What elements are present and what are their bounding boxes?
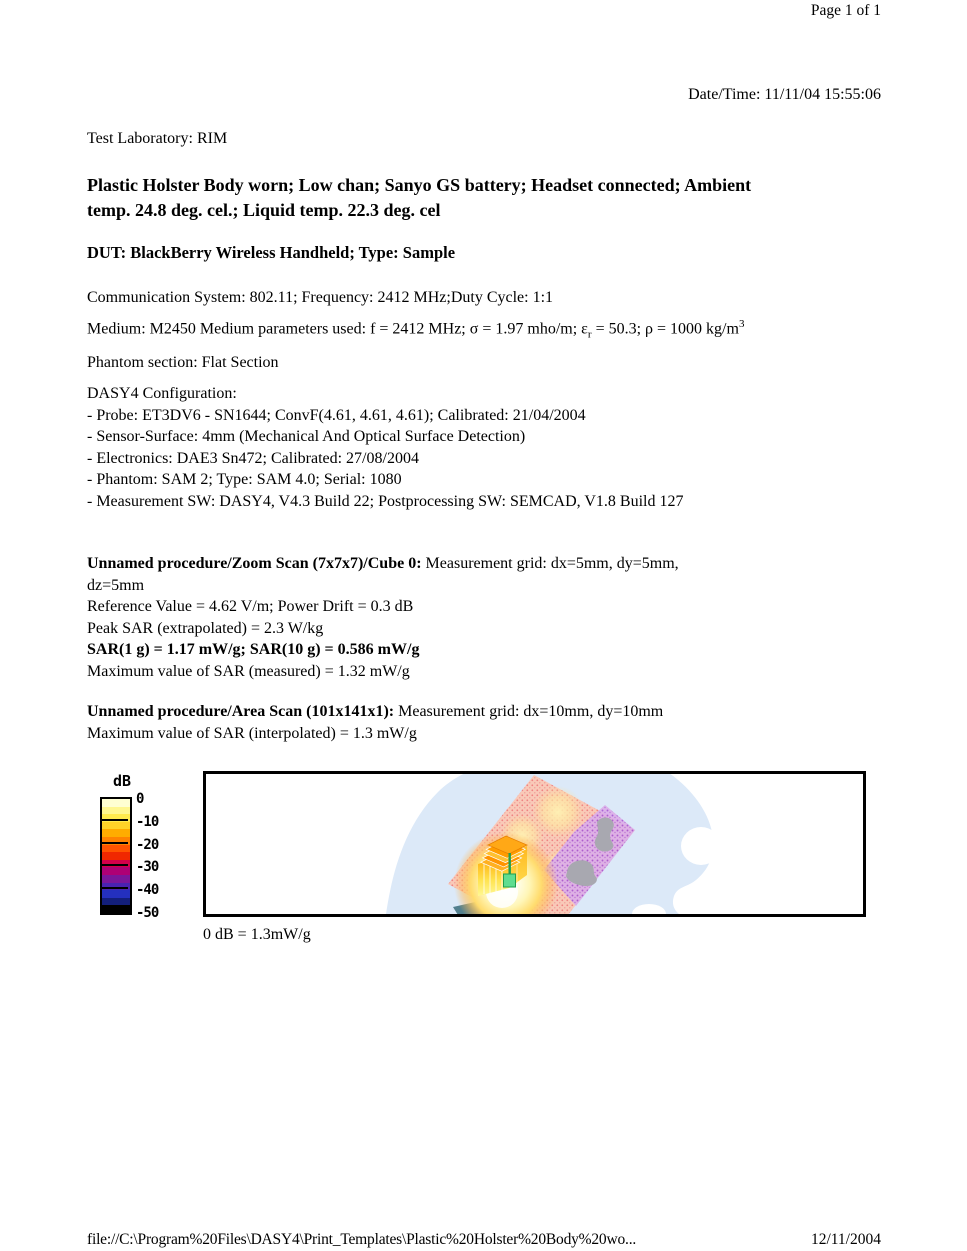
medium-superscript: 3 xyxy=(738,318,745,330)
zoom-scan-sar-values: SAR(1 g) = 1.17 mW/g; SAR(10 g) = 0.586 mW/g xyxy=(87,641,420,658)
footer-date: 12/11/2004 xyxy=(810,1231,881,1248)
legend-color-band xyxy=(102,890,130,898)
legend-separator xyxy=(100,819,128,821)
legend-separator xyxy=(100,864,128,866)
datetime-label: Date/Time: 11/11/04 15:55:06 xyxy=(688,86,881,103)
legend-separator xyxy=(100,887,128,889)
legend-color-band xyxy=(102,898,130,906)
legend-color-band xyxy=(102,829,130,837)
report-title-line1: Plastic Holster Body worn; Low chan; Sanyo GS battery; Headset connected; Ambient xyxy=(87,175,752,195)
medium-prefix: Medium: M2450 Medium parameters used: f = 2412 MHz; σ = 1.97 mho/m; ε xyxy=(87,320,588,338)
medium-subscript: r xyxy=(587,328,592,341)
legend-tick-label: -20 xyxy=(136,836,159,853)
legend-tick-label: 0 xyxy=(136,791,144,807)
legend-title: dB xyxy=(113,772,132,790)
test-laboratory: Test Laboratory: RIM xyxy=(87,130,228,147)
area-scan-max: Maximum value of SAR (interpolated) = 1.3 mW/g xyxy=(87,724,417,742)
legend-color-band xyxy=(102,822,130,830)
footer-file-path: file://C:\Program%20Files\DASY4\Print_Templates\Plastic%20Holster%20Body%20wo... xyxy=(87,1231,637,1248)
legend-color-band xyxy=(102,905,130,913)
phantom-section-line: Phantom section: Flat Section xyxy=(87,353,279,371)
legend-bar xyxy=(100,797,132,915)
report-title-line2: temp. 24.8 deg. cel.; Liquid temp. 22.3 deg. cel xyxy=(87,200,441,220)
communication-system-line: Communication System: 802.11; Frequency: 2412 MHz;Duty Cycle: 1:1 xyxy=(87,289,554,306)
legend-tick-label: -10 xyxy=(136,813,159,830)
area-scan-heading-rest: Measurement grid: dx=10mm, dy=10mm xyxy=(394,703,664,720)
communication-block xyxy=(87,284,897,376)
legend-tick-label: -50 xyxy=(136,905,159,921)
legend-color-band xyxy=(102,867,130,875)
zoom-scan-peak: Peak SAR (extrapolated) = 2.3 W/kg xyxy=(87,619,324,637)
legend-color-band xyxy=(102,875,130,883)
zoom-scan-max: Maximum value of SAR (measured) = 1.32 mW/g xyxy=(87,662,410,680)
medium-line xyxy=(87,311,897,349)
area-scan-section xyxy=(87,701,897,744)
area-scan-heading-bold: Unnamed procedure/Area Scan (101x141x1): xyxy=(87,703,395,720)
zoom-scan-heading-rest: Measurement grid: dx=5mm, dy=5mm, xyxy=(421,555,679,572)
zoom-scan-section xyxy=(87,553,897,682)
legend-separator xyxy=(100,842,128,844)
sar-scan-svg xyxy=(206,774,863,914)
color-scale-legend xyxy=(100,772,190,922)
zoom-scan-grid-wrap: dz=5mm xyxy=(87,576,145,594)
legend-color-band xyxy=(102,845,130,853)
medium-mid: = 50.3; ρ = 1000 kg/m xyxy=(591,320,739,338)
dasy4-heading: DASY4 Configuration: xyxy=(87,385,237,402)
figure-caption: 0 dB = 1.3mW/g xyxy=(203,926,311,943)
area-scan-heading xyxy=(87,701,897,723)
phantom-notch xyxy=(681,827,721,865)
dasy4-configuration xyxy=(87,383,897,512)
legend-color-band xyxy=(102,852,130,860)
dasy4-item: - Electronics: DAE3 Sn472; Calibrated: 27/08/2004 xyxy=(87,449,419,467)
sar-scan-image xyxy=(203,771,866,917)
dasy4-item: - Measurement SW: DASY4, V4.3 Build 22; Postprocessing SW: SEMCAD, V1.8 Build 127 xyxy=(87,492,684,510)
page-indicator: Page 1 of 1 xyxy=(810,2,881,19)
legend-color-band xyxy=(102,799,130,807)
dasy4-item: - Phantom: SAM 2; Type: SAM 4.0; Serial: 1080 xyxy=(87,471,402,488)
zoom-scan-reference: Reference Value = 4.62 V/m; Power Drift = 0.3 dB xyxy=(87,598,414,615)
legend-tick-label: -40 xyxy=(136,882,159,899)
dasy4-item: - Probe: ET3DV6 - SN1644; ConvF(4.61, 4.61, 4.61); Calibrated: 21/04/2004 xyxy=(87,406,586,424)
legend-color-band xyxy=(102,807,130,815)
legend-tick-label: -30 xyxy=(136,859,159,876)
dasy4-item: - Sensor-Surface: 4mm (Mechanical And Optical Surface Detection) xyxy=(87,428,526,445)
zoom-scan-heading-bold: Unnamed procedure/Zoom Scan (7x7x7)/Cube 0: xyxy=(87,555,422,572)
report-title xyxy=(87,173,887,223)
zoom-scan-heading xyxy=(87,553,897,575)
dut-line: DUT: BlackBerry Wireless Handheld; Type: Sample xyxy=(87,243,456,262)
